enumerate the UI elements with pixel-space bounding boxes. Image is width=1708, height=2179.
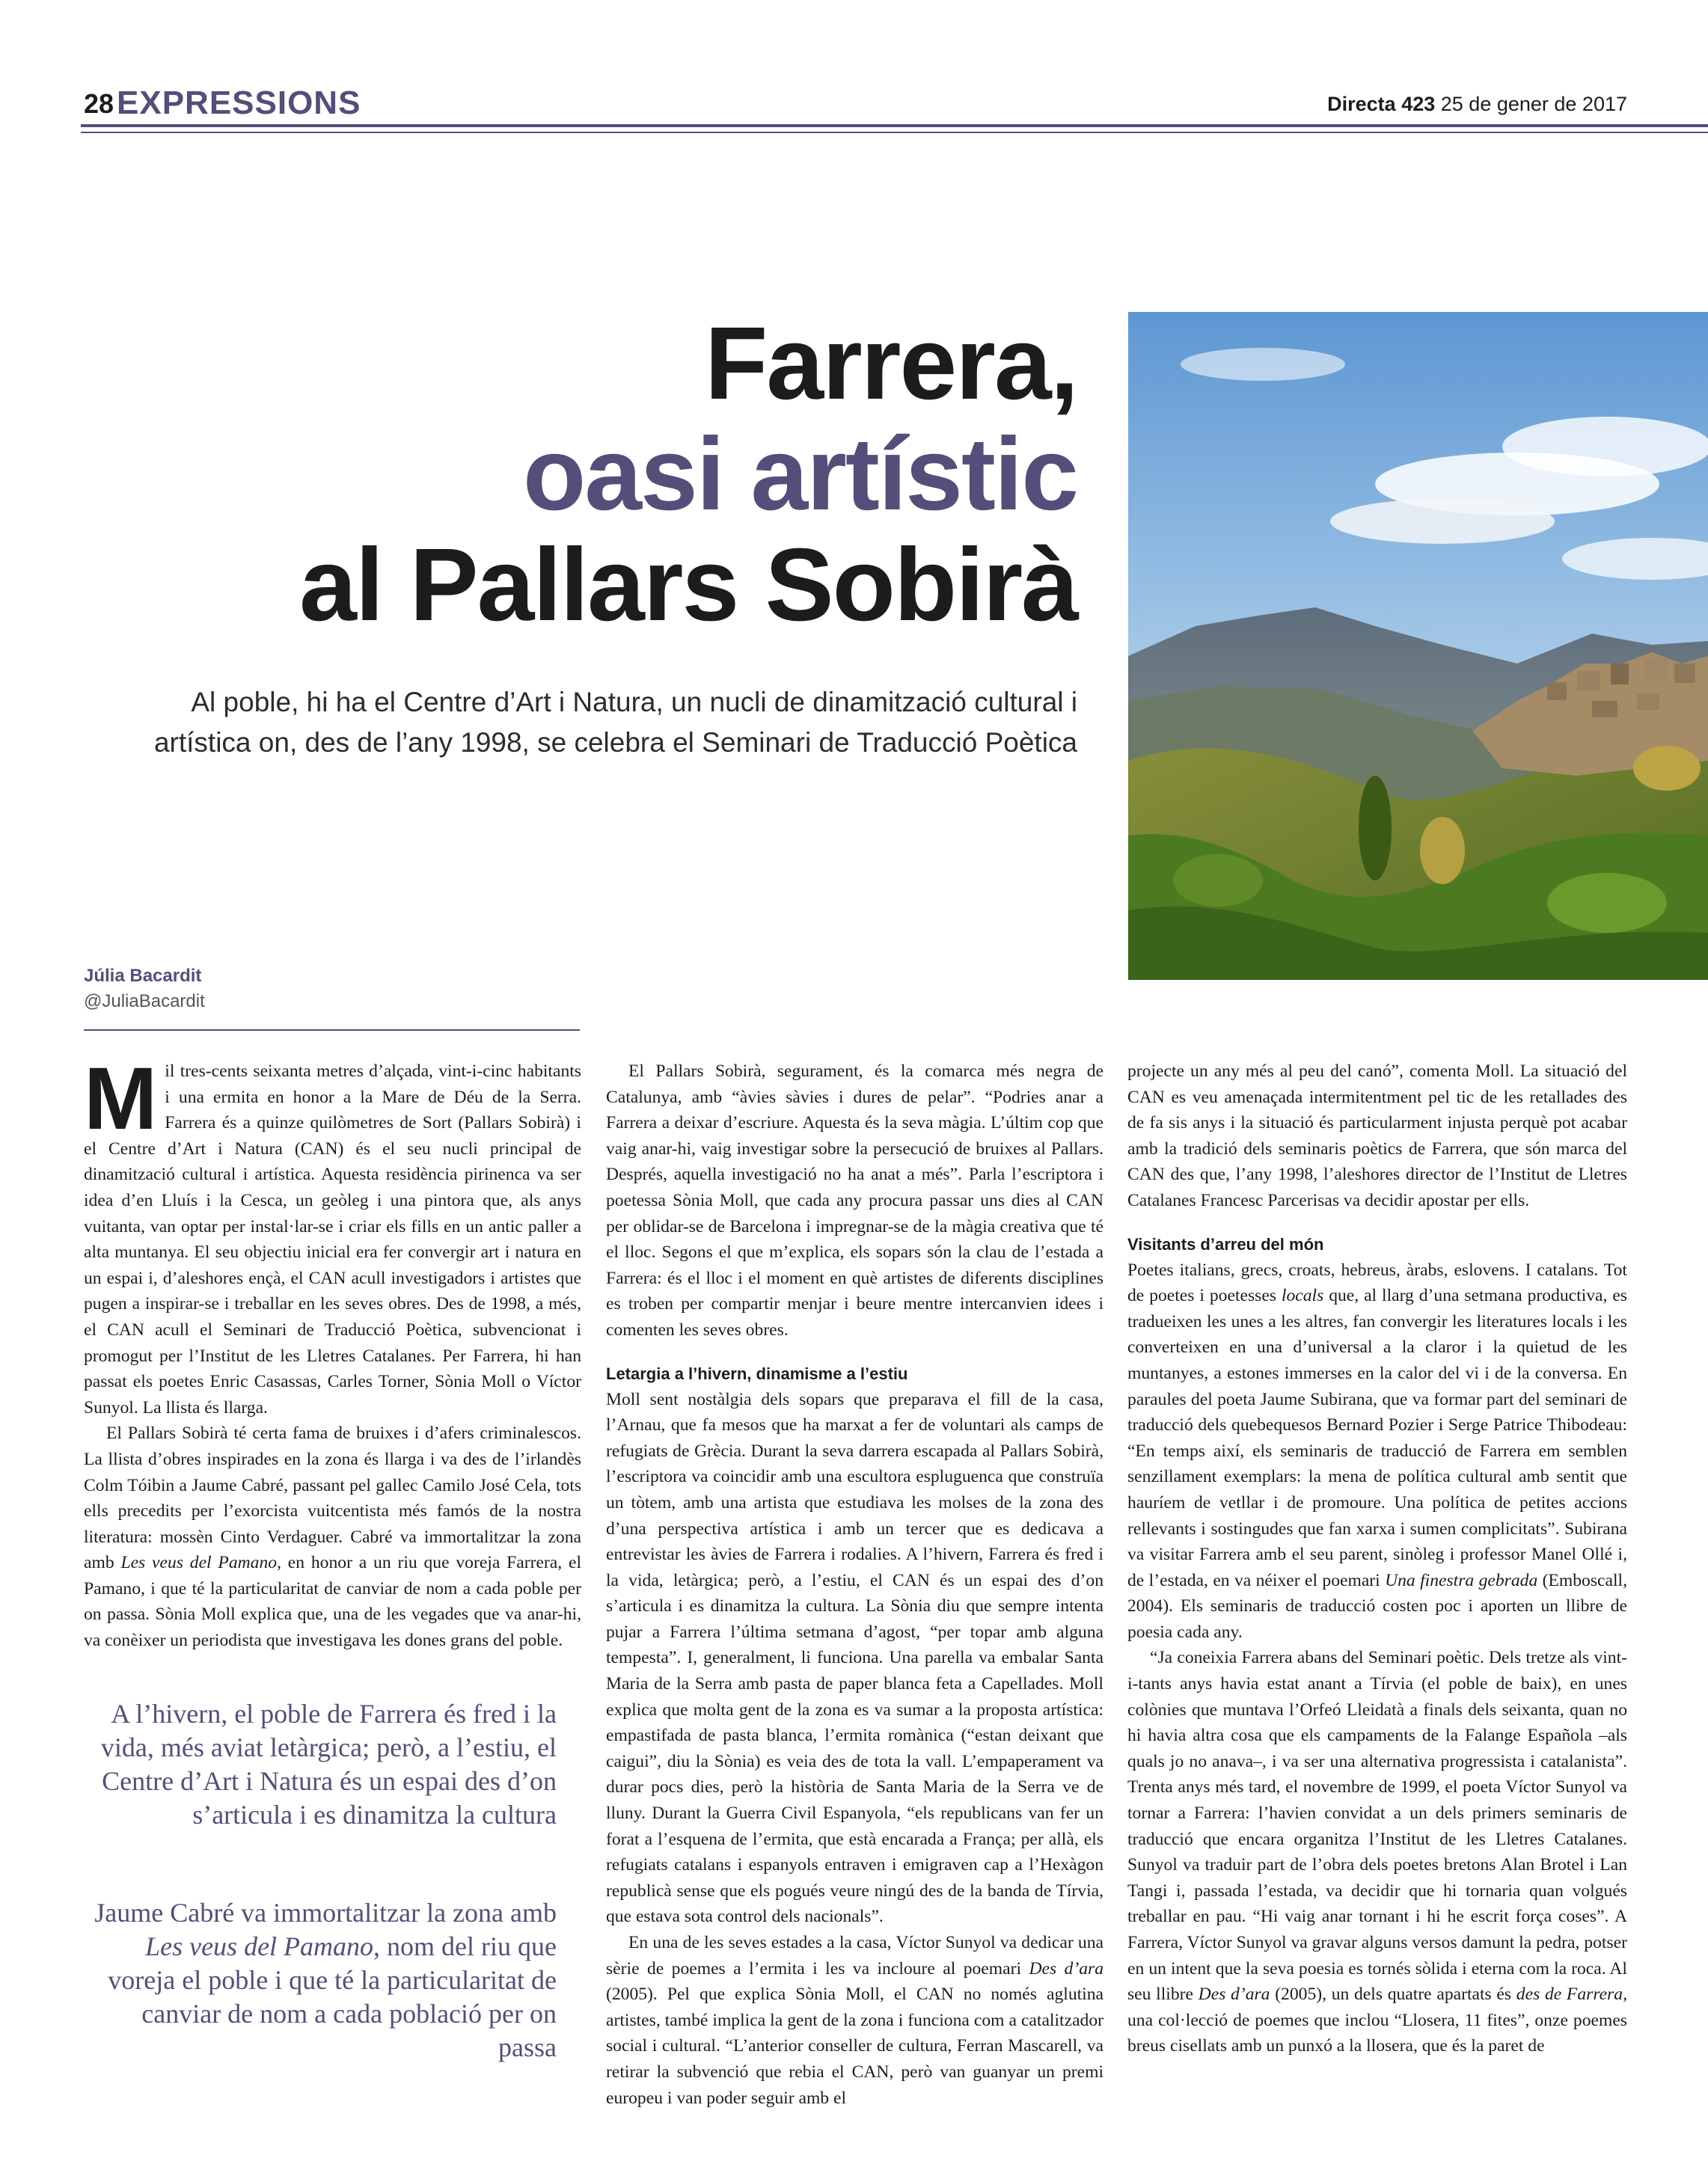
body-paragraph: El Pallars Sobirà, segurament, és la comarca més negra de Catalunya, amb “àvies sàvies i dures de pelar”. “Podries anar a Farrera a deixar d’escriure. Aquesta és la seva màgia. L’últim cop que vaig anar-hi, vaig investigar sobre la persecució de bruixes al Pallars. Després, aquella investigació no ha anat a més”. Parla l’escriptora i poetessa Sònia Moll, que cada any procura passar uns dies al CAN per oblidar-se de Barcelona i impregnar-se de la màgia creativa que té el lloc. Segons el que m’explica, els sopars són la clau de l’estada a Farrera: és el lloc i el moment en què artistes de diferents disciplines es troben per compartir menjar i beure mentre intercanvien idees i comenten les seves obres.: [606, 1061, 1104, 1340]
section-heading: Letargia a l’hivern, dinamisme a l’estiu: [606, 1364, 908, 1383]
article-subtitle: Al poble, hi ha el Centre d’Art i Natura, un nucli de dinamització cultural i artística on, des de l’any 1998, se celebra el Seminari de Traducció Poètica: [153, 687, 1077, 758]
title-line-1: Farrera,: [705, 306, 1077, 421]
title-line-3: al Pallars Sobirà: [299, 527, 1077, 643]
body-column-1: [84, 1049, 581, 1654]
body-paragraph: Poetes italians, grecs, croats, hebreus, àrabs, eslovens. I catalans. Tot de poetes i poetesses locals que, al llarg d’una setmana productiva, es tradueixen les unes a les altres, fan convergir les literatures locals i les converteixen en una d’universal a la claror i la quietud de les muntanyes, a estones immerses en la calor del vi i de la conversa. En paraules del poeta Jaume Subirana, que va formar part del seminari de traducció dels quebequesos Bernard Pozier i Serge Patrice Thibodeau: “En temps així, els seminaris de traducció de Farrera em semblen senzillament exemplars: la mena de política cultural amb sentit que hauríem de vetllar i de promoure. Una política de petites accions rellevants i sostingudes que fan xarxa i sumen complicitats”. Subirana va visitar Farrera amb el seu parent, sinòleg i professor Manel Ollé i, de l’estada, en va néixer el poemari Una finestra gebrada (Emboscall, 2004). Els seminaris de traducció costen poc i aporten un llibre de poesia cada any.: [1127, 1260, 1627, 1642]
landscape-photo: [1128, 312, 1708, 980]
body-paragraph: En una de les seves estades a la casa, Víctor Sunyol va dedicar una sèrie de poemes a l’ermita i les va incloure al poemari Des d’ara (2005). Pel que explica Sònia Moll, el CAN no només aglutina artistes, també implica la gent de la zona i funciona com a catalitzador social i cultural. “L’anterior conseller de cultura, Ferran Mascarell, va retirar la subvenció que rebia el CAN, però van guanyar un premi europeu i van poder seguir amb el: [606, 1933, 1104, 2108]
byline-divider: [84, 1029, 580, 1031]
page-number: 28: [84, 88, 114, 119]
drop-cap: M: [84, 1049, 158, 1148]
pull-quote: A l’hivern, el poble de Farrera és fred i la vida, més aviat letàrgica; però, a l’estiu, el Centre d’Art i Natura és un espai des d’on s’articula i es dinamitza la cultura: [100, 1699, 557, 1830]
body-column-2: [606, 1058, 1104, 2111]
publication-name: Directa 423: [1327, 93, 1436, 115]
publication-date: 25 de gener de 2017: [1440, 93, 1627, 115]
title-line-2: oasi artístic: [522, 417, 1077, 532]
body-column-3: [1127, 1058, 1627, 2059]
header-rule: [81, 124, 1708, 127]
body-paragraph: projecte un any més al peu del canó”, comenta Moll. La situació del CAN es veu amenaçada intermitentment pel tic de les retallades des de fa sis anys i la situació és particularment injusta perquè pot acabar amb la tradició dels seminaris poètics de Farrera, que són marca del CAN des que, l’any 1998, l’aleshores director de l’Institut de Lletres Catalanes Francesc Parcerisas va decidir apostar per ells.: [1127, 1061, 1627, 1210]
publication-info: [1327, 93, 1627, 116]
body-paragraph: El Pallars Sobirà té certa fama de bruixes i d’afers criminalescos. La llista d’obres inspirades en la zona és llarga i va des de l’irlandès Colm Tóibin a Jaume Cabré, passant pel gallec Camilo José Cela, tots ells precedits per l’exorcista vuitcentista més famós de la nostra literatura: mossèn Cinto Verdaguer. Cabré va immortalitzar la zona amb Les veus del Pamano, en honor a un riu que voreja Farrera, el Pamano, i que té la particularitat de canviar de nom a cada poble per on passa. Sònia Moll explica que, una de les vegades que va anar-hi, va conèixer un periodista que investigava les dones grans del poble.: [84, 1423, 581, 1651]
author-handle[interactable]: @JuliaBacardit: [84, 991, 205, 1011]
body-paragraph: Moll sent nostàlgia dels sopars que preparava el fill de la casa, l’Arnau, que fa mesos que ha marxat a fer de voluntari als camps de refugiats de Grècia. Durant la seva darrera escapada al Pallars Sobirà, l’escriptora va coincidir amb una escultora espluguenca que construïa un tòtem, amb una artista que estudiava les molses de la zona des d’una perspectiva artística i amb un tercer que es dedicava a entrevistar les àvies de Farrera i rodalies. A l’hivern, Farrera és fred i la vida, letàrgica; però, a l’estiu, el CAN és un espai des d’on s’articula i es dinamitza la cultura. La Sònia diu que sempre intenta pujar a Farrera l’última setmana d’agost, “per topar amb alguna tempesta”. I, generalment, li funciona. Una parella va embalar Santa Maria de la Serra amb pasta de paper blanca feta a Capellades. Moll explica que molta gent de la zona es va sumar a la proposta artística: empastifada de pasta blanca, l’ermita romànica (“estan deixant que caigui”, diu la Sònia) es veia des de tota la vall. L’empaperament va durar pocs dies, però la història de Santa Maria de la Serra ve de lluny. Durant la Guerra Civil Espanyola, “els republicans van fer un forat a l’esquena de l’ermita, que està encarada a França; per allà, els refugiats catalans i espanyols entraven i emigraven cap a l’Hexàgon republicà sense que els pogués veure ningú des de la banda de Tírvia, que estava sota control dels nacionals”.: [606, 1389, 1104, 1927]
body-paragraph: “Ja coneixia Farrera abans del Seminari poètic. Dels tretze als vint-i-tants anys havia estat anant a Tírvia (el poble de baix), en unes colònies que muntava l’Orfeó Lleidatà a finals dels seixanta, quan no hi havia altra cosa que els campaments de la Falange Española –als quals jo no anava–, i va ser una alternativa progressista i catalanista”. Trenta anys més tard, el novembre de 1999, el poeta Víctor Sunyol va tornar a Farrera: l’havien convidat a un dels primers seminaris de traducció que encara organitza l’Institut de les Lletres Catalanes. Sunyol va traduir part de l’obra dels poetes bretons Alan Brotel i Lan Tangi i, passada l’estada, va decidir que hi tornaria quan volgués treballar en pau. “Hi vaig anar tornant i hi he escrit força coses”. A Farrera, Víctor Sunyol va gravar alguns versos damunt la pedra, potser en un intent que la seva poesia es tornés sòlida i eterna com la roca. Al seu llibre Des d’ara (2005), un dels quatre apartats és des de Farrera, una col·lecció de poemes que inclou “Llosera, 11 fites”, onze poemes breus cisellats amb un punxó a la llosera, que és la paret de: [1127, 1648, 1627, 2056]
body-paragraph: Mil tres-cents seixanta metres d’alçada, vint-i-cinc habitants i una ermita en honor a la Mare de Déu de la Serra. Farrera és a quinze quilòmetres de Sort (Pallars Sobirà) i el Centre d’Art i Natura (CAN) és el seu nucli principal de dinamització cultural i artística. Aquesta residència pirinenca va ser idea d’en Lluís i la Cesca, un geòleg i una pintora que, als anys vuitanta, van optar per instal·lar-se i criar els fills en un antic paller a alta muntanya. El seu objectiu inicial era fer convergir art i natura en un espai i, d’aleshores ençà, el CAN acull investigadors i artistes que pugen a inspirar-se i treballar en les seves obres. Des de 1998, a més, el CAN acull el Seminari de Traducció Poètica, subvencionat i promogut per l’Institut de les Lletres Catalanes. Per Farrera, hi han passat els poetes Enric Casassas, Carles Torner, Sònia Moll o Víctor Sunyol. La llista és llarga.: [84, 1049, 581, 1418]
pull-quote: Jaume Cabré va immortalitzar la zona amb Les veus del Pamano, nom del riu que voreja el poble i que té la particularitat de canviar de nom a cada població per on passa: [94, 1898, 557, 2062]
section-heading: Visitants d’arreu del món: [1127, 1234, 1324, 1254]
article-title: [82, 306, 1077, 643]
author-name: Júlia Bacardit: [84, 966, 202, 986]
section-title: EXPRESSIONS: [117, 85, 361, 121]
header-rule-thin: [81, 132, 1708, 133]
